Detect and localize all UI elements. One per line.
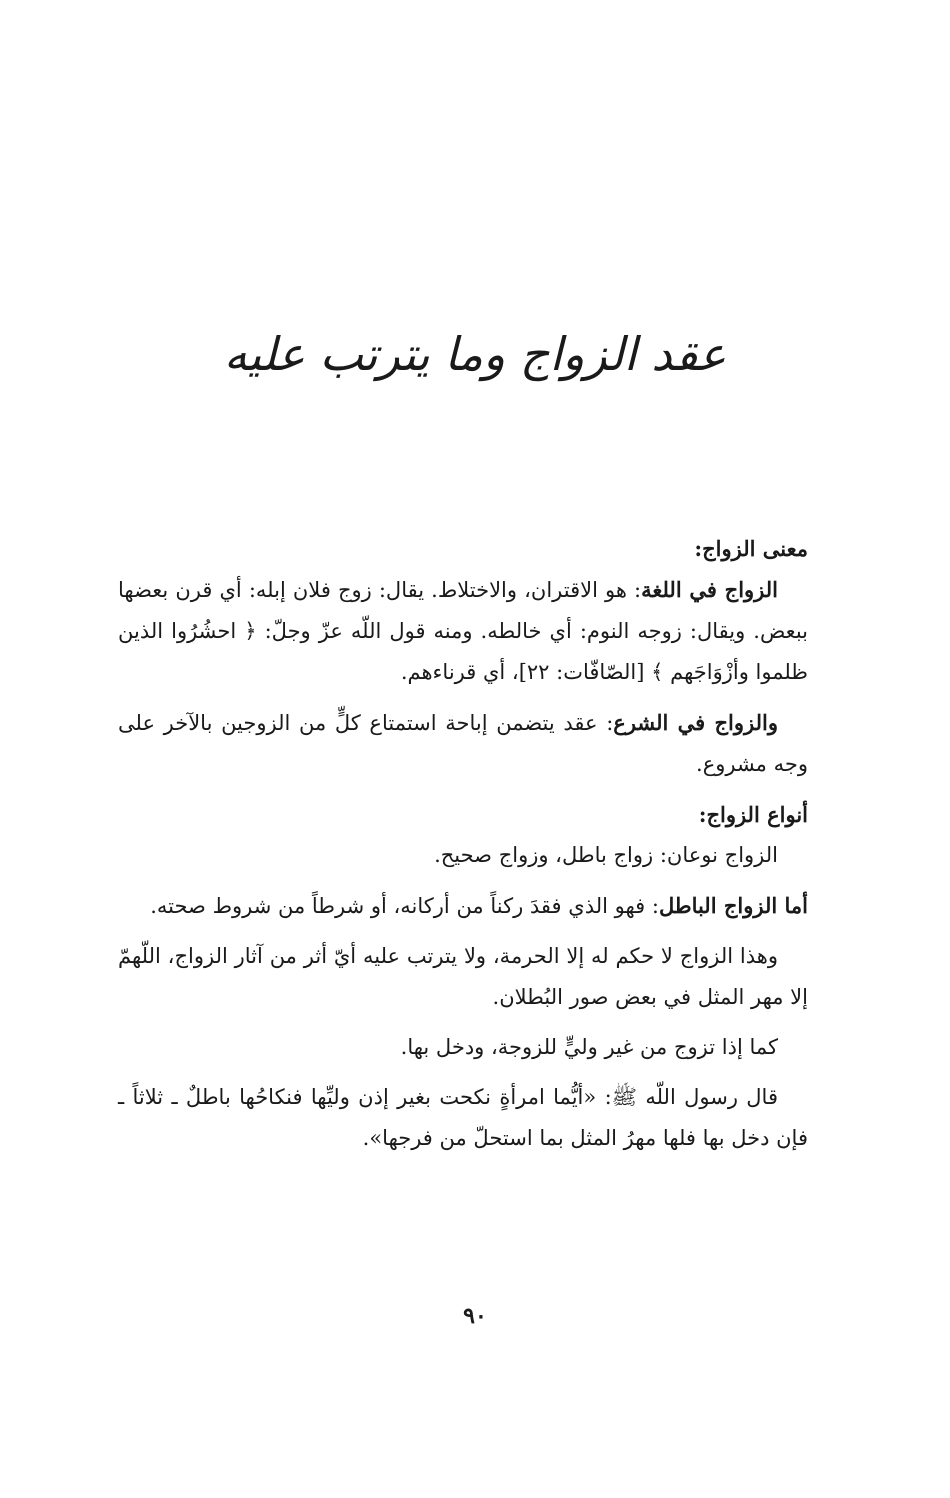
- language-definition-text: : هو الاقتران، والاختلاط. يقال: زوج فلان إبله: أي قرن بعضها ببعض. ويقال: زوجه النوم: أي خالطه. ومنه قول اللّه عزّ وجلّ: ﴿ احشُرُوا الذين ظلموا وأزْوَاجَهم ﴾ [الصّافّات: ٢٢]، أي قرناءهم.: [118, 578, 808, 684]
- sharia-definition-paragraph: [118, 702, 808, 785]
- invalid-marriage-paragraph: [118, 885, 808, 927]
- types-heading: أنواع الزواج:: [698, 802, 808, 827]
- hadith-paragraph: قال رسول اللّه ﷺ: «أيُّما امرأةٍ نكحت بغير إذن وليِّها فنكاحُها باطلٌ ـ ثلاثاً ـ فإن دخل بها فلها مهرُ المثل بما استحلّ من فرجها».: [118, 1085, 808, 1150]
- invalid-marriage-text: : فهو الذي فقدَ ركناً من أركانه، أو شرطاً من شروط صحته.: [150, 894, 659, 918]
- language-definition-paragraph: [118, 569, 808, 693]
- language-definition-label: الزواج في اللغة: [641, 577, 778, 602]
- invalid-marriage-label: أما الزواج الباطل: [658, 893, 808, 918]
- meaning-heading: معنى الزواج:: [694, 536, 808, 561]
- types-paragraph: الزواج نوعان: زواج باطل، وزواج صحيح.: [434, 843, 778, 867]
- page-title: عقد الزواج وما يترتب عليه: [223, 327, 727, 381]
- sharia-definition-label: والزواج في الشرع: [613, 710, 778, 735]
- body-text: [118, 528, 808, 1168]
- sharia-definition-text: : عقد يتضمن إباحة استمتاع كلٍّ من الزوجين بالآخر على وجه مشروع.: [118, 711, 808, 776]
- page-number: ٩٠: [463, 1303, 487, 1329]
- example-paragraph: كما إذا تزوج من غير وليٍّ للزوجة، ودخل بها.: [400, 1035, 778, 1059]
- ruling-paragraph: وهذا الزواج لا حكم له إلا الحرمة، ولا يترتب عليه أيّ أثر من آثار الزواج، اللّهمّ إلا مهر المثل في بعض صور البُطلان.: [118, 944, 808, 1009]
